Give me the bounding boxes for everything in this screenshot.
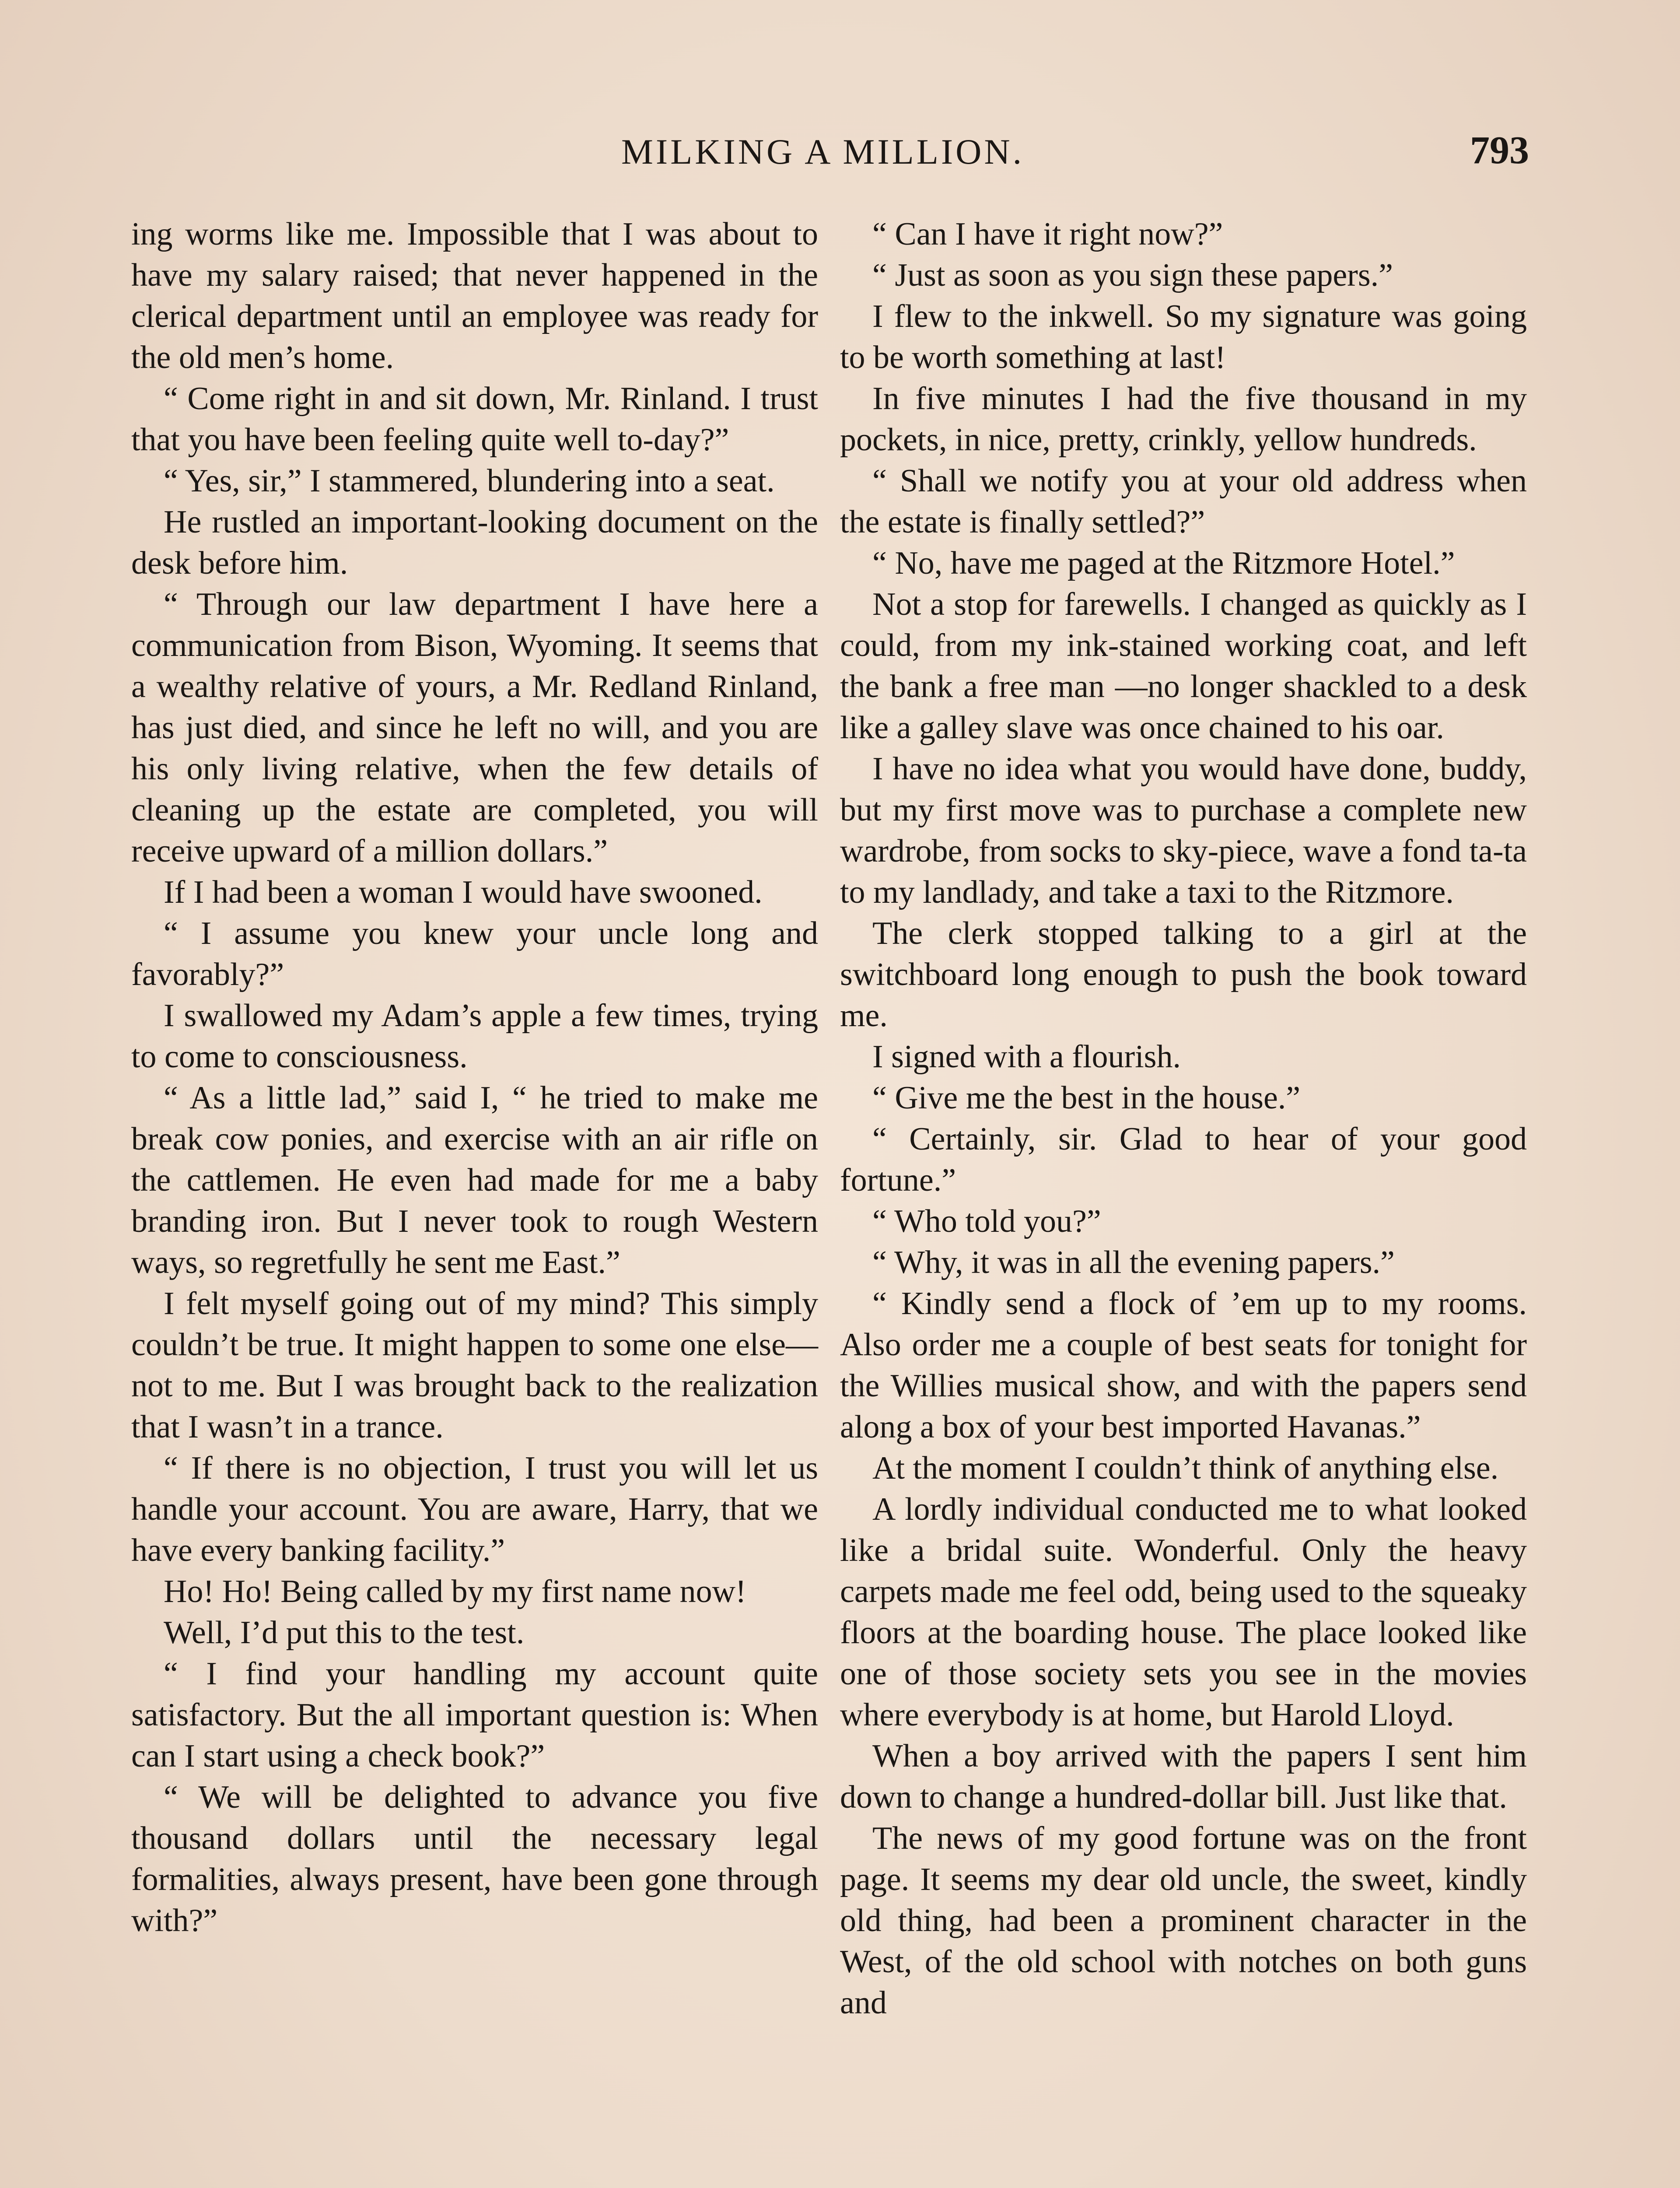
- paragraph: Not a stop for farewells. I changed as quickly as I could, from my ink-stained working coat, and left the bank a free man —no longer shackled to a desk like a galley slave was once chained to his oar.: [840, 586, 1527, 746]
- paragraph: “ Give me the best in the house.”: [872, 1080, 1301, 1116]
- paragraph: Well, I’d put this to the test.: [164, 1615, 525, 1651]
- paragraph: I have no idea what you would have done, buddy, but my first move was to purchase a complete new wardrobe, from socks to sky-piece, wave a fond ta-ta to my landlady, and take a taxi to the Ritzmore.: [840, 751, 1527, 910]
- paragraph: “ Come right in and sit down, Mr. Rinland. I trust that you have been feeling quite well to-day?”: [131, 381, 818, 458]
- paragraph: ing worms like me. Impossible that I was about to have my salary raised; that never happened in the clerical department until an employee was ready for the old men’s home.: [131, 216, 818, 375]
- paragraph: I signed with a flourish.: [872, 1039, 1181, 1075]
- paragraph: A lordly individual conducted me to what looked like a bridal suite. Wonderful. Only the heavy carpets made me feel odd, being used to the squeaky floors at the boarding house. The place looked like one of those society sets you see in the movies where everybody is at home, but Harold Lloyd.: [840, 1491, 1527, 1733]
- paragraph: He rustled an important-looking document on the desk before him.: [131, 504, 818, 581]
- paragraph: I swallowed my Adam’s apple a few times, trying to come to consciousness.: [131, 998, 818, 1075]
- paragraph: Ho! Ho! Being called by my first name now!: [164, 1574, 746, 1609]
- paragraph: If I had been a woman I would have swooned.: [164, 874, 763, 910]
- paragraph: “ Certainly, sir. Glad to hear of your good fortune.”: [840, 1121, 1527, 1198]
- paragraph: “ Why, it was in all the evening papers.”: [872, 1245, 1395, 1280]
- paragraph: When a boy arrived with the papers I sent him down to change a hundred-dollar bill. Just like that.: [840, 1738, 1527, 1815]
- paragraph: “ Who told you?”: [872, 1203, 1101, 1239]
- paragraph: I flew to the inkwell. So my signature was going to be worth something at last!: [840, 298, 1527, 375]
- paragraph: “ No, have me paged at the Ritzmore Hotel.”: [872, 545, 1455, 581]
- paragraph: “ Can I have it right now?”: [872, 216, 1223, 252]
- paragraph: The clerk stopped talking to a girl at the switchboard long enough to push the book toward me.: [840, 915, 1527, 1034]
- page-number: 793: [1470, 129, 1529, 172]
- paragraph: “ We will be delighted to advance you five thousand dollars until the necessary legal formalities, always present, have been gone through with?”: [131, 1779, 818, 1939]
- paragraph: “ Yes, sir,” I stammered, blundering into a seat.: [164, 463, 775, 499]
- running-head-title: MILKING A MILLION.: [621, 132, 1025, 172]
- left-text-column: [131, 214, 818, 1941]
- paragraph: “ If there is no objection, I trust you will let us handle your account. You are aware, Harry, that we have every banking facility.”: [131, 1450, 818, 1568]
- paragraph: “ Just as soon as you sign these papers.”: [872, 257, 1393, 293]
- paragraph: I felt myself going out of my mind? This simply couldn’t be true. It might happen to some one else—not to me. But I was brought back to the realization that I wasn’t in a trance.: [131, 1286, 818, 1445]
- paragraph: “ Through our law department I have here a communication from Bison, Wyoming. It seems that a wealthy relative of yours, a Mr. Redland Rinland, has just died, and since he left no will, and you are his only living relative, when the few details of cleaning up the estate are completed, you will receive upward of a million dollars.”: [131, 586, 818, 869]
- paragraph: “ Kindly send a flock of ’em up to my rooms. Also order me a couple of best seats for tonight for the Willies musical show, and with the papers send along a box of your best imported Havanas.”: [840, 1286, 1527, 1445]
- paragraph: “ I assume you knew your uncle long and favorably?”: [131, 915, 818, 992]
- right-text-column: [840, 214, 1527, 2023]
- paragraph: “ Shall we notify you at your old address when the estate is finally settled?”: [840, 463, 1527, 540]
- paragraph: At the moment I couldn’t think of anything else.: [872, 1450, 1499, 1486]
- paragraph: “ As a little lad,” said I, “ he tried to make me break cow ponies, and exercise with an air rifle on the cattlemen. He even had made for me a baby branding iron. But I never took to rough Western ways, so regretfully he sent me East.”: [131, 1080, 818, 1280]
- paragraph: The news of my good fortune was on the front page. It seems my dear old uncle, the sweet, kindly old thing, had been a prominent character in the West, of the old school with notches on both guns and: [840, 1820, 1527, 2021]
- paragraph: In five minutes I had the five thousand in my pockets, in nice, pretty, crinkly, yellow hundreds.: [840, 381, 1527, 458]
- paragraph: “ I find your handling my account quite satisfactory. But the all important question is: When can I start using a check book?”: [131, 1656, 818, 1774]
